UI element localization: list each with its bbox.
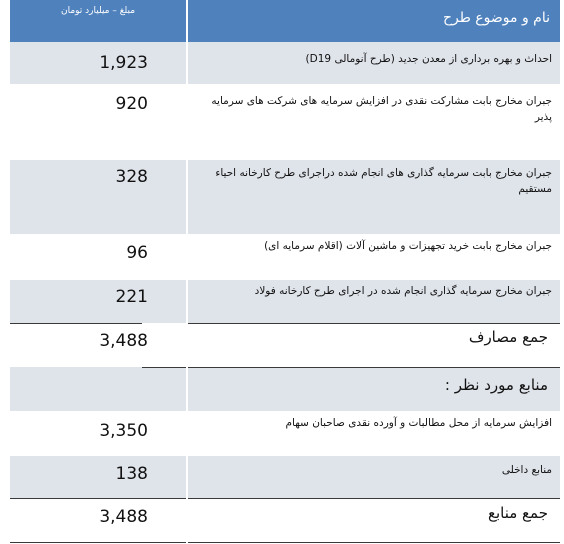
row-divider [10,498,186,499]
row-divider [188,323,560,324]
row-divider [142,367,186,368]
amount-cell: 221 [10,280,186,323]
expenses-total-row [10,323,560,367]
row-divider [10,542,186,543]
description-cell: جبران مخارج بابت سرمایه گذاری های انجام شده دراجرای طرح کارخانه احیاء مستقیم [188,160,560,234]
table-row [10,42,560,84]
sources-heading-row [10,367,560,411]
total-label: جمع منابع [188,498,560,544]
amount-cell: 138 [10,456,186,498]
description-cell: جبران مخارج بابت خرید تجهیزات و ماشین آلات (اقلام سرمایه ای) [188,234,560,280]
table-row [10,234,560,280]
sources-heading: منابع مورد نظر : [188,367,560,411]
amount-cell: 328 [10,160,186,234]
row-divider [10,323,142,324]
description-cell: افزایش سرمایه از محل مطالبات و آورده نقدی صاحبان سهام [188,411,560,456]
amount-cell [10,367,186,411]
row-divider [188,498,560,499]
table-row [10,84,560,160]
table-row [10,160,560,234]
row-divider [188,367,560,368]
amount-cell: 3,488 [10,498,186,544]
row-divider [188,542,560,543]
description-cell: احداث و بهره برداری از معدن جدید (طرح آنومالی D19) [188,42,560,84]
subject-column-header: نام و موضوع طرح [188,0,560,42]
amount-cell: 3,350 [10,411,186,456]
description-cell: جبران مخارج بابت مشارکت نقدی در افزایش سرمایه های شرکت های سرمایه پذیر [188,84,560,160]
amount-cell: 3,488 [10,323,186,367]
description-cell: منابع داخلی [188,456,560,498]
amount-cell: 1,923 [10,42,186,84]
table-row [10,456,560,498]
total-label: جمع مصارف [188,323,560,367]
table-header [10,0,560,42]
description-cell: جبران مخارج سرمایه گذاری انجام شده در اجرای طرح کارخانه فولاد [188,280,560,323]
table-row [10,411,560,456]
amount-cell: 96 [10,234,186,280]
amount-cell: 920 [10,84,186,160]
sources-total-row [10,498,560,544]
amount-column-header: مبلغ – میلیارد تومان [10,0,186,42]
table-row [10,280,560,323]
